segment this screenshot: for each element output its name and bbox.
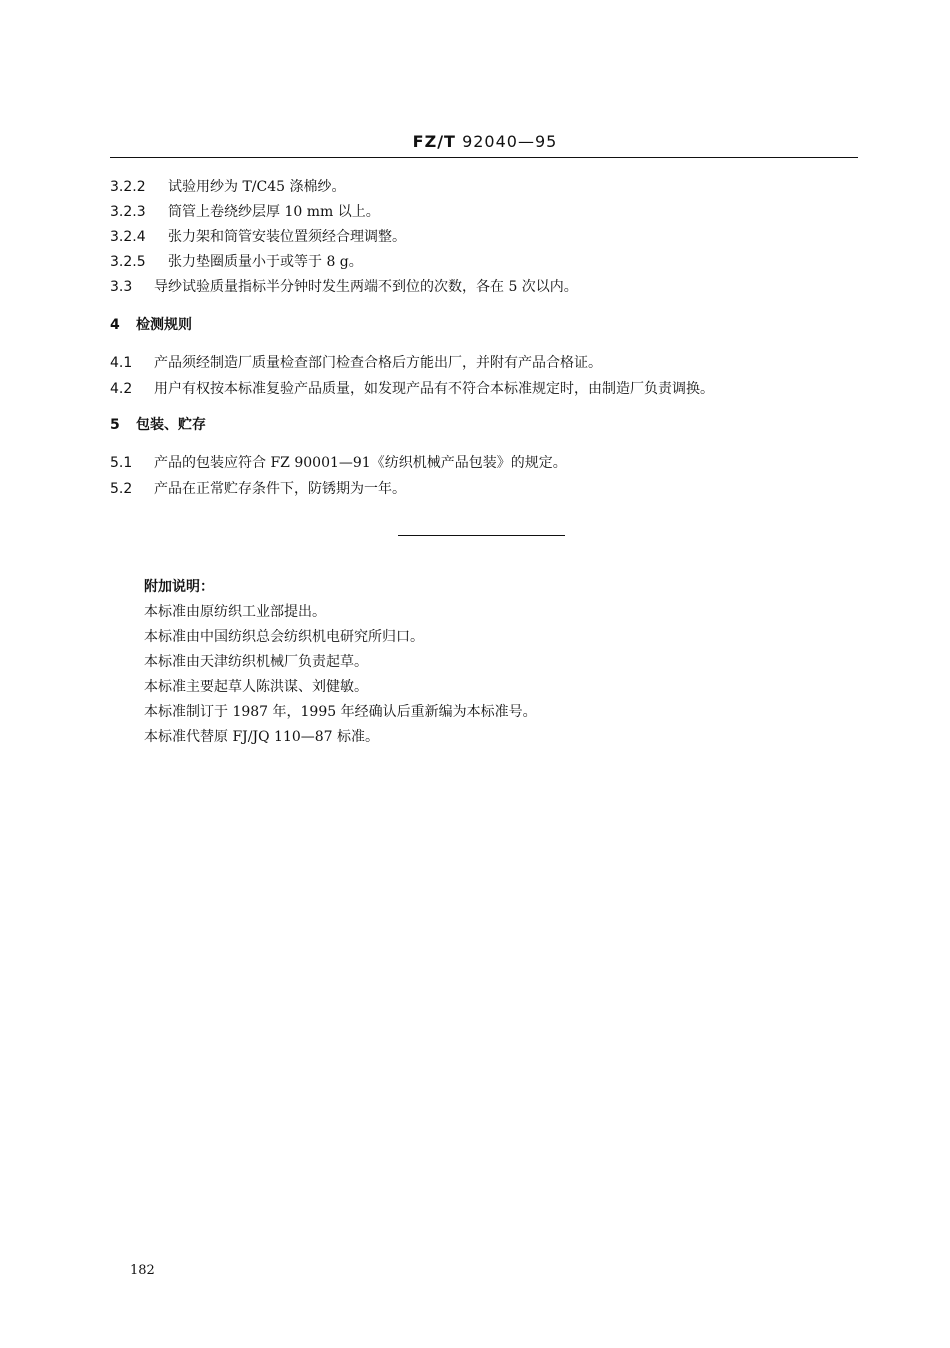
section-number: 4 xyxy=(110,317,120,333)
clause-text: 产品须经制造厂质量检查部门检查合格后方能出厂，并附有产品合格证。 xyxy=(154,355,602,371)
clause-text: 张力架和筒管安装位置须经合理调整。 xyxy=(168,229,406,245)
page-number: 182 xyxy=(130,1263,155,1278)
note-line: 本标准由中国纺织总会纺织机电研究所归口。 xyxy=(144,629,424,645)
clause-number: 3.3 xyxy=(110,279,133,295)
clause-number: 4.1 xyxy=(110,355,133,371)
note-line: 本标准由天津纺织机械厂负责起草。 xyxy=(144,654,368,670)
clause-5-1 xyxy=(110,452,567,472)
clause-text: 产品在正常贮存条件下，防锈期为一年。 xyxy=(154,481,406,497)
clause-number: 3.2.4 xyxy=(110,229,146,245)
clause-3-2-3 xyxy=(110,201,380,221)
clause-5-2 xyxy=(110,478,406,498)
section-title: 包装、贮存 xyxy=(136,417,206,433)
note-line: 本标准由原纺织工业部提出。 xyxy=(144,604,326,620)
clause-number: 3.2.2 xyxy=(110,179,146,195)
clause-text: 筒管上卷绕纱层厚 10 mm 以上。 xyxy=(168,204,380,220)
clause-3-2-5 xyxy=(110,251,363,271)
clause-number: 4.2 xyxy=(110,381,133,397)
clause-number: 5.2 xyxy=(110,481,133,497)
standard-code-prefix: FZ/T xyxy=(412,132,456,151)
header-divider xyxy=(110,157,858,158)
section-heading-5 xyxy=(110,414,206,434)
section-heading-4 xyxy=(110,314,192,334)
clause-4-1 xyxy=(110,352,602,372)
clause-4-2 xyxy=(110,378,714,398)
clause-text: 张力垫圈质量小于或等于 8 g。 xyxy=(168,254,363,270)
clause-text: 产品的包装应符合 FZ 90001—91《纺织机械产品包装》的规定。 xyxy=(154,455,567,471)
clause-3-2-4 xyxy=(110,226,406,246)
note-line: 本标准制订于 1987 年，1995 年经确认后重新编为本标准号。 xyxy=(144,704,537,720)
clause-number: 3.2.5 xyxy=(110,254,146,270)
standard-code-number: 92040—95 xyxy=(462,132,558,151)
additional-notes-title: 附加说明： xyxy=(144,579,214,595)
clause-text: 导纱试验质量指标半分钟时发生两端不到位的次数，各在 5 次以内。 xyxy=(154,279,578,295)
note-line: 本标准主要起草人陈洪谋、刘健敏。 xyxy=(144,679,368,695)
clause-3-3 xyxy=(110,276,578,296)
section-title: 检测规则 xyxy=(136,317,192,333)
document-code-header xyxy=(0,132,950,151)
clause-text: 用户有权按本标准复验产品质量，如发现产品有不符合本标准规定时，由制造厂负责调换。 xyxy=(154,381,714,397)
clause-text: 试验用纱为 T/C45 涤棉纱。 xyxy=(168,179,346,195)
clause-3-2-2 xyxy=(110,176,345,196)
note-line: 本标准代替原 FJ/JQ 110—87 标准。 xyxy=(144,729,380,745)
section-number: 5 xyxy=(110,417,120,433)
end-of-standard-rule xyxy=(398,535,565,536)
clause-number: 3.2.3 xyxy=(110,204,146,220)
clause-number: 5.1 xyxy=(110,455,133,471)
